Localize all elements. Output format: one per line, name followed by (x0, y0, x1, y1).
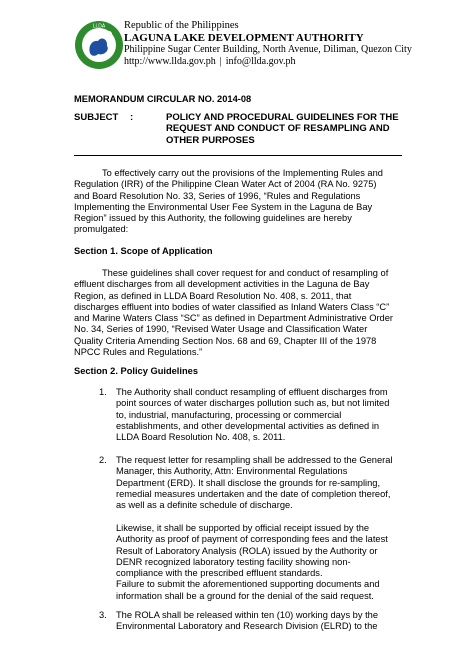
text-line: These guidelines shall cover request for and conduct of resampling of (102, 268, 389, 278)
list-item-number: 1. (99, 387, 107, 397)
text-line: Region” issued by this Authority, the following guidelines are hereby (74, 213, 352, 224)
contact-line (124, 56, 412, 68)
list-item (116, 387, 406, 443)
text-line: No. 34, Series of 1990, “Revised Water Usage and Classification Water (74, 324, 368, 335)
republic-line: Republic of the Philippines (124, 20, 239, 31)
text-line: DENR recognized laboratory testing facility showing non- (116, 556, 351, 567)
text-line: Likewise, it shall be supported by official receipt issued by the (116, 523, 370, 533)
list-item-number: 3. (99, 610, 107, 620)
intro-paragraph (74, 168, 402, 236)
text-line: The Authority shall conduct resampling of effluent discharges from (116, 387, 388, 397)
text-line: Department (ERD). It shall disclose the grounds for re-sampling, (116, 477, 381, 488)
subject-divider (74, 155, 402, 156)
subject-text (166, 112, 406, 146)
letterhead (124, 20, 412, 68)
agency-address: Philippine Sugar Center Building, North Avenue, Diliman, Quezon City (124, 44, 412, 55)
subject-label: SUBJECT (74, 112, 119, 123)
text-line: compliance with the prescribed effluent standards. (116, 568, 323, 579)
text-line: Authority as proof of payment of corresponding fees and the latest (116, 534, 388, 545)
memo-number: MEMORANDUM CIRCULAR NO. 2014-08 (74, 94, 252, 104)
list-item-number: 2. (99, 455, 107, 465)
subject-line: REQUEST AND CONDUCT OF RESAMPLING AND (166, 123, 390, 135)
text-line: Failure to submit the aforementioned supporting documents and (116, 579, 380, 590)
text-line: point sources of water discharges pollution such as, but not limited (116, 398, 390, 409)
llda-logo (74, 20, 124, 70)
text-line: NPCC Rules and Regulations.” (74, 347, 203, 358)
section2-heading: Section 2. Policy Guidelines (74, 366, 198, 376)
text-line: LLDA Board Resolution No. 408, s. 2011. (116, 432, 286, 443)
text-line: Region, as defined in LLDA Board Resolution No. 408, s. 2011, that (74, 290, 352, 301)
section1-heading: Section 1. Scope of Application (74, 246, 213, 256)
text-line: information shall be a ground for the denial of the said request. (116, 590, 374, 601)
text-line: and Marine Waters Class “SC” as defined in Department Administrative Order (74, 313, 393, 324)
text-line: To effectively carry out the provisions of the Implementing Rules and (102, 168, 383, 178)
text-line: Regulation (IRR) of the Philippine Clean Water Act of 2004 (RA No. 9275) (74, 179, 377, 190)
text-line: Implementing the Environmental User Fee System in the Laguna de Bay (74, 201, 373, 212)
text-line: remedial measures undertaken and the date of completion thereof, (116, 488, 391, 499)
subject-line: POLICY AND PROCEDURAL GUIDELINES FOR THE (166, 112, 399, 123)
logo-lettering: LLDA (92, 23, 106, 30)
website-link[interactable]: http://www.llda.gov.ph (124, 56, 216, 67)
text-line: Manager, this Authority, Attn: Environmental Regulations (116, 466, 348, 477)
text-line: Environmental Laboratory and Research Division (ELRD) to the (116, 621, 378, 632)
text-line: Quality Criteria Amending Section Nos. 68 and 69, Chapter III of the 1978 (74, 335, 377, 346)
agency-name: LAGUNA LAKE DEVELOPMENT AUTHORITY (124, 32, 364, 44)
text-line: Result of Laboratory Analysis (ROLA) issued by the Authority or (116, 545, 378, 556)
list-item-paragraph (116, 523, 406, 602)
text-line: and Board Resolution No. 33, Series of 1996, “Rules and Regulations (74, 190, 361, 201)
text-line: The request letter for resampling shall be addressed to the General (116, 455, 393, 465)
list-item (116, 610, 406, 633)
section1-paragraph (74, 268, 402, 358)
text-line: discharges effluent into bodies of water classified as Inland Waters Class “C” (74, 301, 390, 312)
text-line: promulgated: (74, 224, 129, 235)
text-line: as well as a definite schedule of discharge. (116, 500, 293, 511)
list-item (116, 455, 406, 511)
text-line: establishments, and other developmental activities as defined in (116, 420, 380, 431)
text-line: The ROLA shall be released within ten (10) working days by the (116, 610, 379, 620)
subject-line: OTHER PURPOSES (166, 134, 255, 146)
contact-separator: | (219, 56, 222, 67)
text-line: to, industrial, manufacturing, processing or commercial (116, 409, 342, 420)
text-line: effluent discharges from all development activities in the Laguna de Bay (74, 279, 370, 290)
email-link[interactable]: info@llda.gov.ph (225, 56, 296, 67)
subject-colon: : (130, 112, 134, 123)
